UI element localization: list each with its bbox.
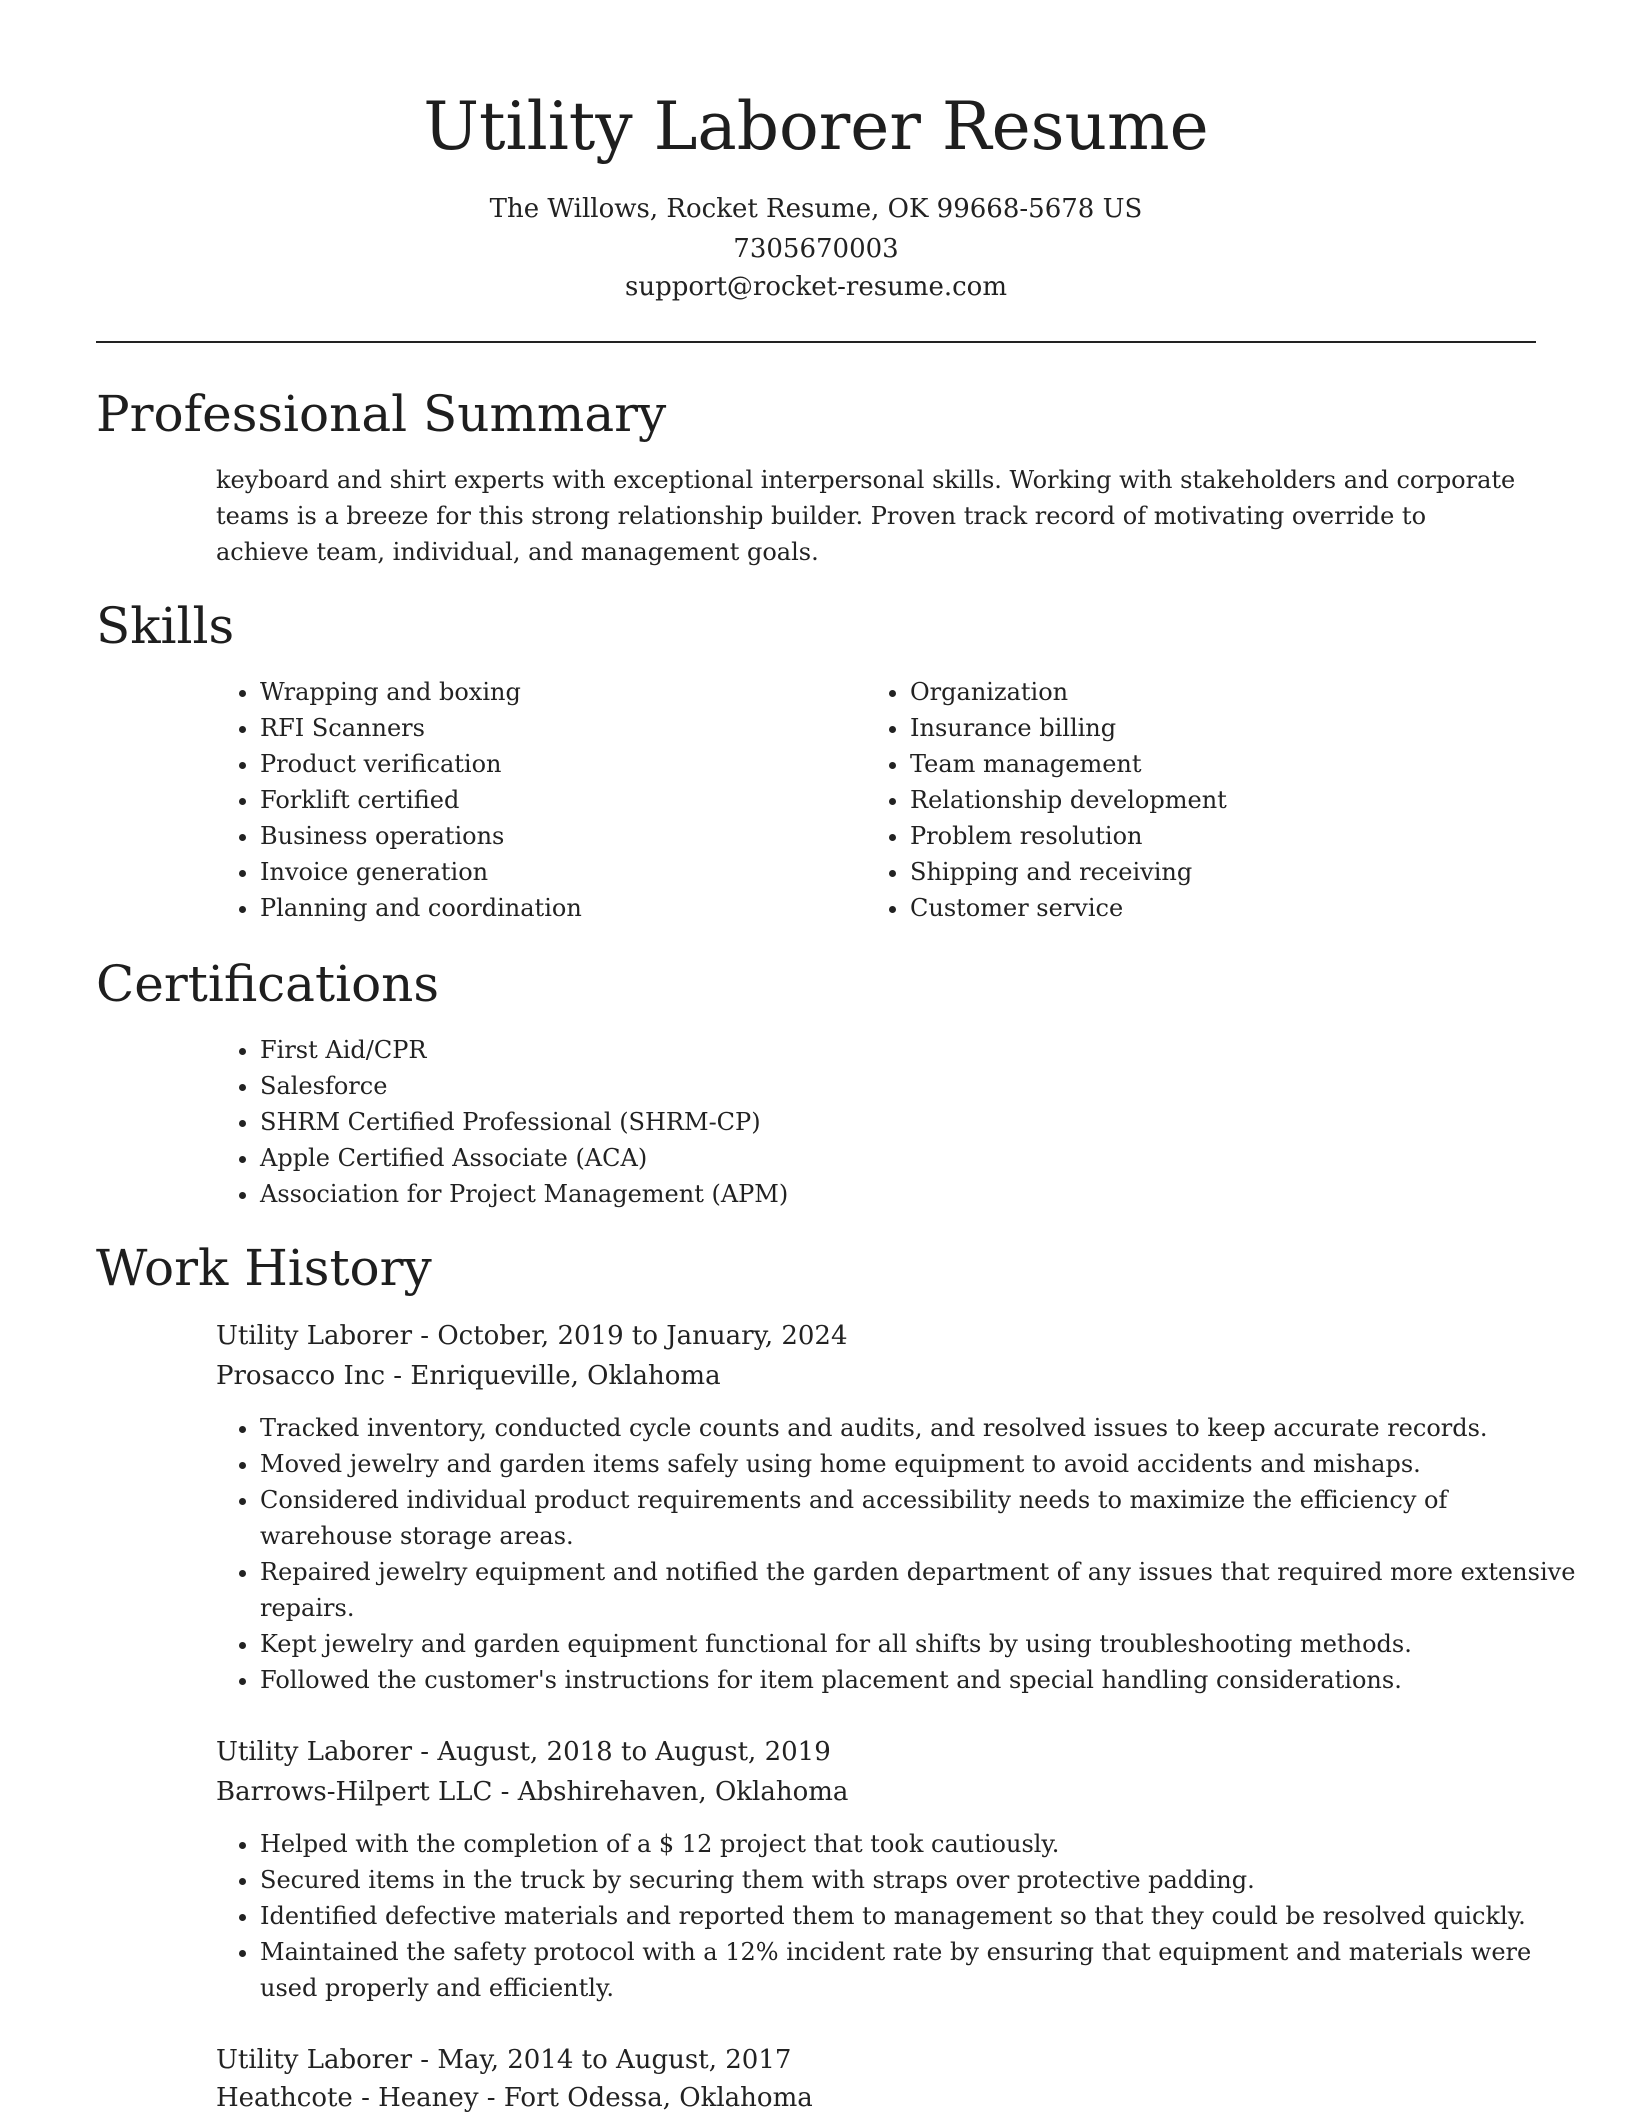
skill-item: • Invoice generation	[260, 854, 820, 890]
skill-item: • RFI Scanners	[260, 710, 820, 746]
skills-list-right	[866, 674, 1510, 926]
contact-address: The Willows, Rocket Resume, OK 99668-5678 US	[489, 194, 1143, 224]
resume-title: Utility Laborer Resume	[423, 88, 1209, 165]
certification-item: • Apple Certified Associate (ACA)	[260, 1140, 1460, 1176]
certifications-list	[216, 1032, 1460, 1212]
skill-item: • Business operations	[260, 818, 820, 854]
job-duty-item: • Identified defective materials and reported them to management so that they could be resolved quickly.	[260, 1898, 1580, 1934]
job-company-line: Barrows-Hilpert LLC - Abshirehaven, Oklahoma	[216, 1777, 849, 1807]
skill-item: • Problem resolution	[910, 818, 1510, 854]
job-duties-list	[216, 1410, 1580, 1698]
skill-item: • Planning and coordination	[260, 890, 820, 926]
skills-list-left	[216, 674, 820, 926]
job-duty-item: • Helped with the completion of a $ 12 project that took cautiously.	[260, 1826, 1580, 1862]
job-role-line: Utility Laborer - October, 2019 to January, 2024	[216, 1321, 848, 1351]
job-duty-item: • Secured items in the truck by securing them with straps over protective padding.	[260, 1862, 1580, 1898]
section-title-certifications: Certifications	[96, 955, 440, 1013]
skill-item: • Organization	[910, 674, 1510, 710]
section-title-summary: Professional Summary	[96, 385, 667, 443]
contact-email: support@rocket-resume.com	[624, 272, 1007, 302]
job-company-line: Prosacco Inc - Enriqueville, Oklahoma	[216, 1361, 721, 1391]
header-divider	[96, 341, 1536, 343]
skill-item: • Product verification	[260, 746, 820, 782]
job-role-line: Utility Laborer - August, 2018 to August, 2019	[216, 1737, 831, 1767]
job-duties-list	[216, 1826, 1580, 2006]
skill-item: • Customer service	[910, 890, 1510, 926]
job-role-line: Utility Laborer - May, 2014 to August, 2017	[216, 2045, 792, 2075]
section-title-skills: Skills	[96, 597, 235, 655]
job-duty-item: • Moved jewelry and garden items safely using home equipment to avoid accidents and mishaps.	[260, 1446, 1580, 1482]
skill-item: • Wrapping and boxing	[260, 674, 820, 710]
skill-item: • Shipping and receiving	[910, 854, 1510, 890]
job-duty-item: • Repaired jewelry equipment and notified the garden department of any issues that required more extensive repairs.	[260, 1554, 1580, 1626]
certification-item: • Salesforce	[260, 1068, 1460, 1104]
job-duty-item: • Followed the customer's instructions for item placement and special handling considerations.	[260, 1662, 1580, 1698]
certification-item: • First Aid/CPR	[260, 1032, 1460, 1068]
job-company-line: Heathcote - Heaney - Fort Odessa, Oklahoma	[216, 2083, 813, 2113]
skill-item: • Insurance billing	[910, 710, 1510, 746]
skill-item: • Relationship development	[910, 782, 1510, 818]
summary-text: keyboard and shirt experts with exceptional interpersonal skills. Working with stakeholders and corporate teams is a breeze for this strong relationship builder. Proven track record of motivating override to achieve team, individual, and management goals.	[216, 466, 1516, 566]
job-duty-item: • Considered individual product requirements and accessibility needs to maximize the efficiency of warehouse storage areas.	[260, 1482, 1580, 1554]
job-duty-item: • Maintained the safety protocol with a 12% incident rate by ensuring that equipment and materials were used properly and efficiently.	[260, 1934, 1580, 2006]
skill-item: • Team management	[910, 746, 1510, 782]
contact-phone: 7305670003	[733, 234, 899, 264]
job-duty-item: • Tracked inventory, conducted cycle counts and audits, and resolved issues to keep accurate records.	[260, 1410, 1580, 1446]
certification-item: • SHRM Certified Professional (SHRM-CP)	[260, 1104, 1460, 1140]
skill-item: • Forklift certified	[260, 782, 820, 818]
certification-item: • Association for Project Management (APM)	[260, 1176, 1460, 1212]
job-duty-item: • Kept jewelry and garden equipment functional for all shifts by using troubleshooting methods.	[260, 1626, 1580, 1662]
section-title-work-history: Work History	[96, 1239, 432, 1297]
